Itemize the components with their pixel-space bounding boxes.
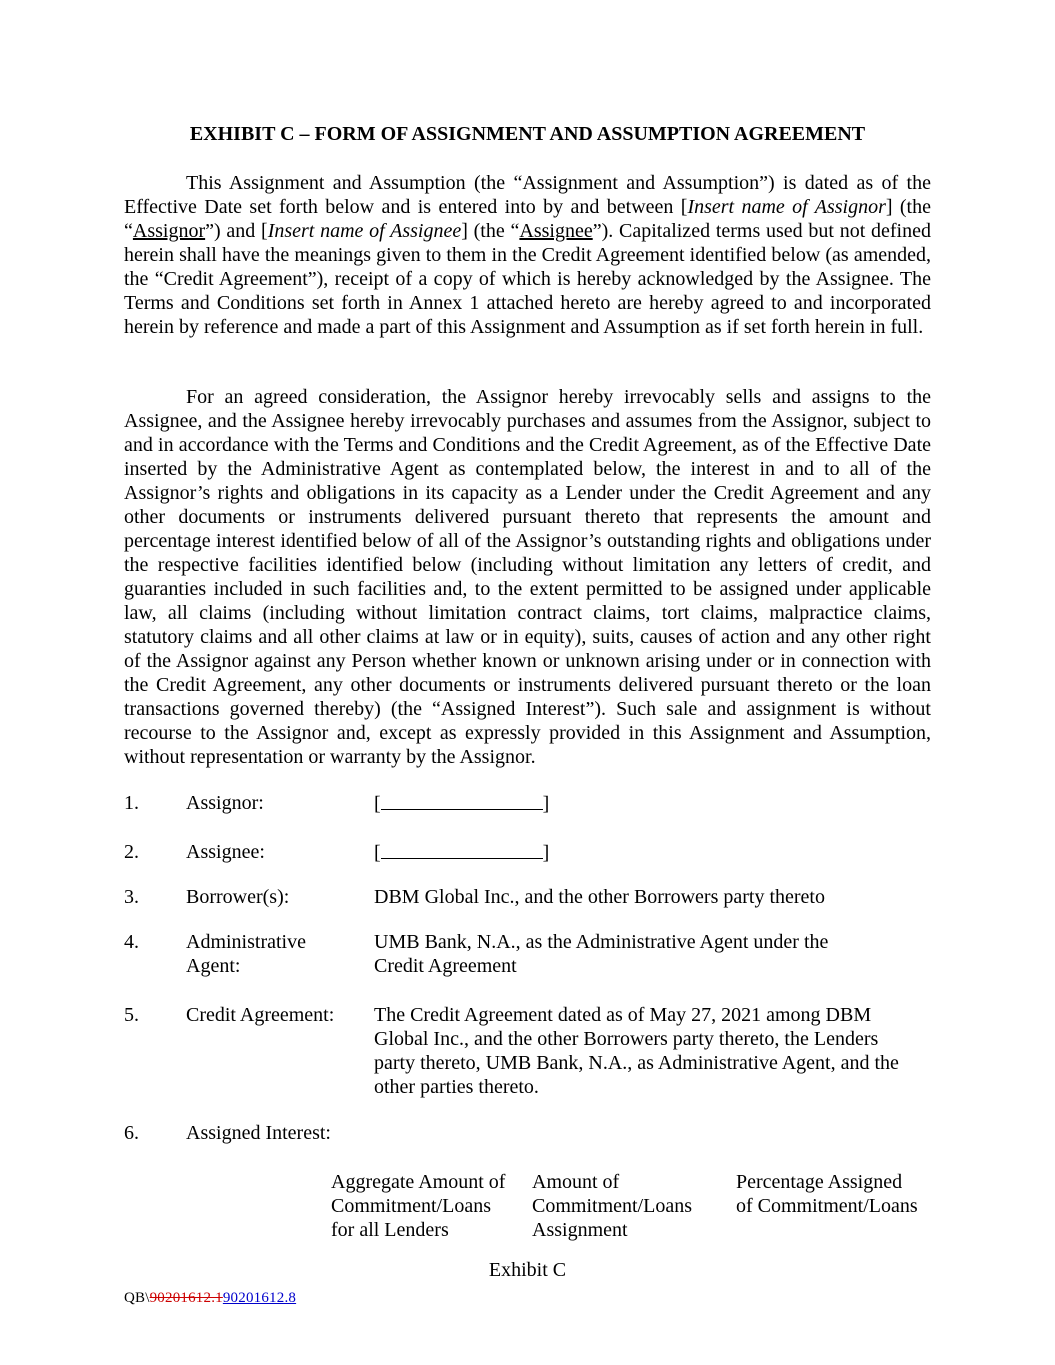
- open-bracket: [: [374, 842, 381, 864]
- item-number: 4.: [124, 931, 139, 953]
- item-label: Assigned Interest:: [186, 1122, 331, 1144]
- doc-id-inserted-revision: 90201612.8: [222, 1290, 297, 1306]
- paragraph-segment: Assignor: [132, 220, 206, 242]
- item-value: [374, 930, 931, 978]
- header-line: Commitment/Loans: [532, 1195, 692, 1217]
- header-line: of Commitment/Loans: [736, 1195, 918, 1217]
- item-value-line: UMB Bank, N.A., as the Administrative Agent under the: [374, 931, 829, 953]
- list-item-assigned-interest: [124, 1121, 931, 1145]
- item-number: 6.: [124, 1122, 139, 1144]
- item-value-line: DBM Global Inc., and the other Borrowers party thereto: [374, 886, 825, 908]
- item-value: [374, 1003, 931, 1099]
- header-line: Percentage Assigned: [736, 1171, 903, 1193]
- assignee-blank-field: [381, 840, 543, 859]
- paragraph-segment: ] (the “: [124, 196, 931, 242]
- list-item-assignee: [124, 840, 931, 865]
- item-number: 1.: [124, 792, 139, 814]
- item-value-line: Global Inc., and the other Borrowers party thereto, the Lenders: [374, 1028, 879, 1050]
- item-value-line: Credit Agreement: [374, 955, 517, 977]
- item-value-line: party thereto, UMB Bank, N.A., as Administrative Agent, and the: [374, 1052, 899, 1074]
- paragraph-segment: ] (the “: [461, 220, 520, 242]
- header-line: Aggregate Amount of: [331, 1171, 506, 1193]
- item-label: Assignee:: [186, 841, 265, 863]
- header-line: Assignment: [532, 1219, 628, 1241]
- item-number: 2.: [124, 841, 139, 863]
- item-label: Borrower(s):: [186, 886, 290, 908]
- item-value-line: The Credit Agreement dated as of May 27, 2021 among DBM: [374, 1004, 872, 1026]
- list-item-administrative-agent: [124, 930, 931, 978]
- column-header-amount-assignment: [532, 1170, 736, 1242]
- paragraph-1: [124, 171, 931, 339]
- item-value-line: other parties thereto.: [374, 1076, 539, 1098]
- column-header-aggregate-amount: [331, 1170, 532, 1242]
- table-indent-spacer: [124, 1170, 331, 1242]
- item-value: [374, 885, 931, 909]
- doc-id-deleted-revision: 90201612.1: [149, 1290, 223, 1306]
- paragraph-segment: ”) and [: [205, 220, 268, 242]
- item-label: Administrative Agent:: [186, 931, 306, 977]
- paragraph-segment: Insert name of Assignee: [267, 220, 462, 242]
- list-item-assignor: [124, 791, 931, 816]
- document-id-footer: [124, 1289, 296, 1307]
- document-title: EXHIBIT C – FORM OF ASSIGNMENT AND ASSUMPTION AGREEMENT: [189, 123, 866, 145]
- assignor-blank-field: [381, 791, 543, 810]
- footer-page-label: Exhibit C: [488, 1259, 567, 1281]
- assigned-interest-table-headers: [124, 1170, 931, 1242]
- paragraph-segment: This Assignment and Assumption (the “Assignment and Assumption”) is dated as of the Effective Date set forth below and is entered into by and between [: [124, 172, 931, 218]
- header-line: Commitment/Loans: [331, 1195, 491, 1217]
- paragraph-segment: Insert name of Assignor: [687, 196, 886, 218]
- doc-id-prefix: QB\: [124, 1290, 150, 1306]
- paragraph-segment: ”). Capitalized terms used but not defined herein shall have the meanings given to them in the Credit Agreement identified below (as amended, the “Credit Agreement”), receipt of a copy of which is hereby acknowledged by the Assignee. The Terms and Conditions set forth in Annex 1 attached hereto are hereby agreed to and incorporated herein by reference and made a part of this Assignment and Assumption as if set forth herein in full.: [124, 220, 931, 338]
- item-label: Assignor:: [186, 792, 264, 814]
- header-line: Amount of: [532, 1171, 620, 1193]
- item-number: 5.: [124, 1004, 139, 1026]
- item-number: 3.: [124, 886, 139, 908]
- column-header-percentage-assigned: [736, 1170, 931, 1242]
- paragraph-segment: Assignee: [519, 220, 593, 242]
- close-bracket: ]: [542, 842, 550, 864]
- item-value: [374, 791, 931, 816]
- list-item-borrowers: [124, 885, 931, 909]
- close-bracket: ]: [542, 793, 550, 815]
- header-line: for all Lenders: [331, 1219, 449, 1241]
- list-item-credit-agreement: [124, 1003, 931, 1099]
- item-label: Credit Agreement:: [186, 1004, 335, 1026]
- open-bracket: [: [374, 793, 381, 815]
- item-value: [374, 840, 931, 865]
- paragraph-2: For an agreed consideration, the Assignor hereby irrevocably sells and assigns to the Assignee, and the Assignee hereby irrevocably purchases and assumes from the Assignor, subject to and in accordance with the Terms and Conditions and the Credit Agreement, as of the Effective Date inserted by the Administrative Agent as contemplated below, the interest in and to all of the Assignor’s rights and obligations in its capacity as a Lender under the Credit Agreement and any other documents or instruments delivered pursuant thereto that represents the amount and percentage interest identified below of all of the Assignor’s outstanding rights and obligations under the respective facilities identified below (including without limitation any letters of credit, and guaranties included in such facilities and, to the extent permitted to be assigned under applicable law, all claims (including without limitation contract claims, tort claims, malpractice claims, statutory claims and all other claims at law or in equity), suits, causes of action and any other right of the Assignor against any Person whether known or unknown arising under or in connection with the Credit Agreement, any other documents or instruments delivered pursuant thereto or the loan transactions governed thereby) (the “Assigned Interest”). Such sale and assignment is without recourse to the Assignor and, except as expressly provided in this Assignment and Assumption, without representation or warranty by the Assignor.: [124, 386, 931, 768]
